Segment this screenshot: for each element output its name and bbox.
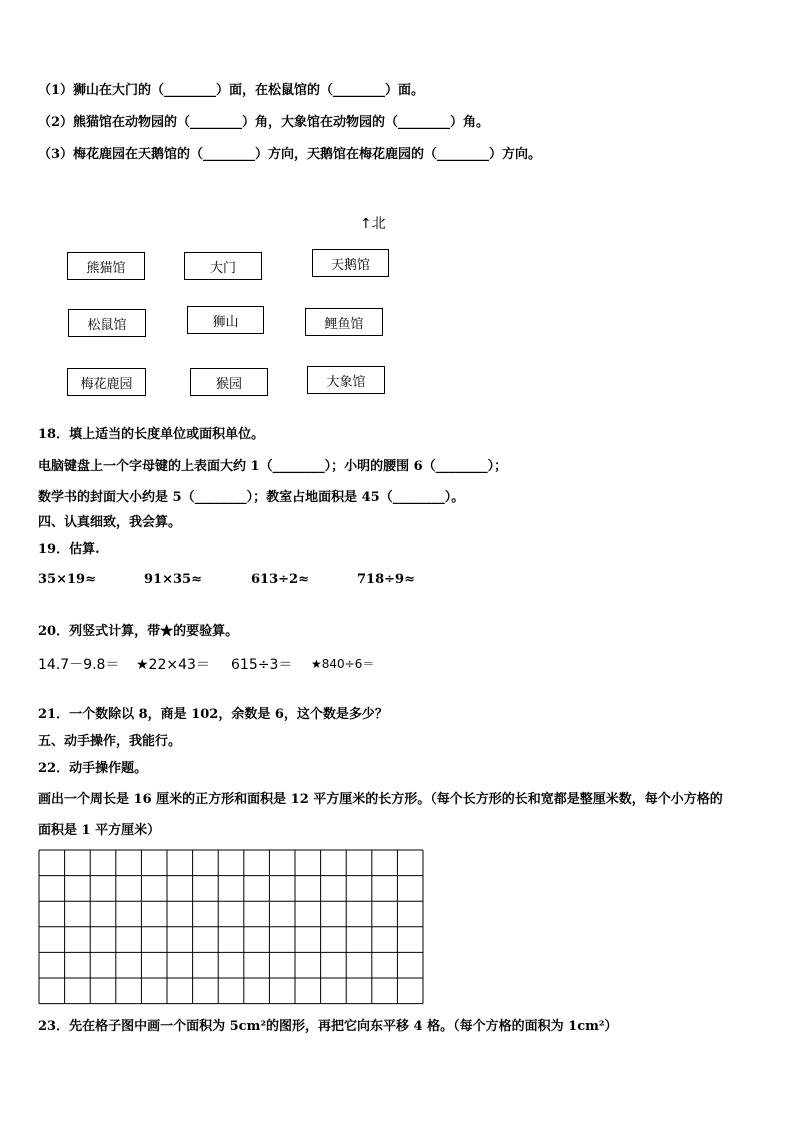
map-box-squirrel: 松鼠馆 (68, 309, 146, 337)
q20-item-1: 14.7－9.8＝ (38, 657, 120, 673)
map-box-lion-hill: 狮山 (187, 306, 264, 334)
q21-text: 21．一个数除以 8，商是 102，余数是 6，这个数是多少？ (38, 707, 388, 722)
q22-title: 22．动手操作题。 (38, 761, 148, 776)
q20-item-4: ★840÷6＝ (311, 657, 375, 671)
q17-line-1: （1）狮山在大门的（________）面，在松鼠馆的（________）面。 (38, 83, 425, 98)
map-box-gate: 大门 (184, 252, 262, 280)
q20-title: 20．列竖式计算，带★的要验算。 (38, 624, 239, 639)
section-5-heading: 五、动手操作，我能行。 (38, 734, 182, 749)
q19-item-1: 35×19≈ (38, 572, 96, 587)
q17-line-3: （3）梅花鹿园在天鹅馆的（________）方向，天鹅馆在梅花鹿园的（________）方向。 (38, 147, 542, 162)
q18-line-2: 数学书的封面大小约是 5（________）；教室占地面积是 45（________）。 (38, 490, 465, 505)
map-box-panda: 熊猫馆 (67, 252, 145, 280)
q20-item-2: ★22×43＝ (136, 657, 210, 673)
q19-item-4: 718÷9≈ (357, 572, 415, 587)
q19-title: 19．估算. (38, 542, 100, 557)
section-4-heading: 四、认真细致，我会算。 (38, 515, 182, 530)
q19-item-2: 91×35≈ (144, 572, 202, 587)
map-box-elephant: 大象馆 (307, 366, 385, 394)
q19-item-3: 613÷2≈ (251, 572, 309, 587)
q22-line-2: 面积是 1 平方厘米） (38, 823, 161, 838)
q18-line-1: 电脑键盘上一个字母键的上表面大约 1（________）；小明的腰围 6（________）； (38, 459, 508, 474)
q18-title: 18．填上适当的长度单位或面积单位。 (38, 427, 265, 442)
map-box-monkey: 猴园 (190, 368, 268, 396)
map-box-swan: 天鹅馆 (312, 249, 389, 277)
drawing-grid[interactable] (38, 849, 426, 1007)
q23-text: 23．先在格子图中画一个面积为 5cm²的图形，再把它向东平移 4 格。（每个方格的面积为 1cm²） (38, 1019, 618, 1034)
q20-item-3: 615÷3＝ (231, 657, 293, 673)
map-box-carp: 鲤鱼馆 (305, 308, 383, 336)
q22-line-1: 画出一个周长是 16 厘米的正方形和面积是 12 平方厘米的长方形。（每个长方形的长和宽都是整厘米数，每个小方格的 (38, 792, 723, 807)
map-box-deer-garden: 梅花鹿园 (67, 368, 146, 396)
q17-line-2: （2）熊猫馆在动物园的（________）角，大象馆在动物园的（________）角。 (38, 115, 490, 130)
north-arrow-label: ↑北 (360, 216, 386, 232)
